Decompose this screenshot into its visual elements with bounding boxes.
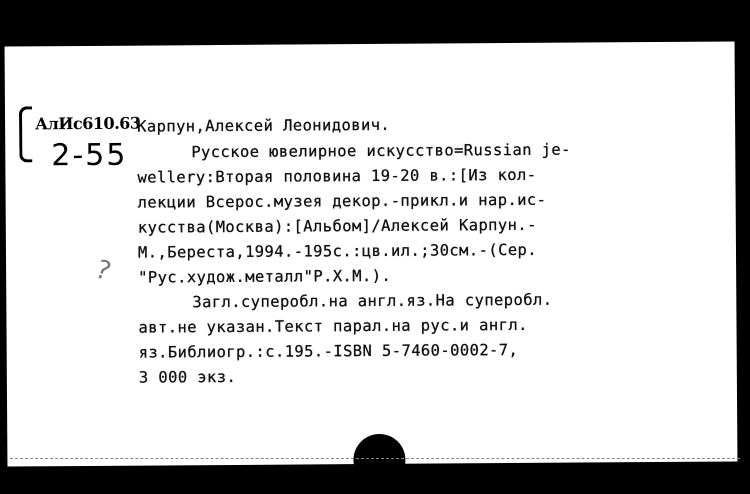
catalog-card [5, 41, 738, 490]
card-note-line: яз.Библиогр.:с.195.-ISBN 5-7460-0002-7, [138, 340, 519, 362]
card-note-line: Загл.суперобл.на англ.яз.На суперобл. [192, 290, 553, 312]
card-text-line: лекции Всерос.музея декор.-прикл.и нар.ис- [137, 190, 547, 212]
card-heading-line: Карпун,Алексей Леонидович. [137, 115, 391, 136]
card-text-line: М.,Береста,1994.-195с.:цв.ил.;30см.-(Сер. [137, 240, 538, 262]
punch-hole [353, 434, 405, 486]
card-note-line: авт.не указан.Текст парал.на рус.и англ. [138, 315, 528, 337]
handwritten-classification-code: АлИс610.63 [35, 113, 141, 134]
handwritten-bracket [19, 106, 32, 162]
pencil-mark: ? [91, 254, 115, 288]
card-bottom-edge [10, 458, 740, 459]
scan-border [0, 0, 750, 44]
card-text-line: Русское ювелирное искусство=Russian je- [191, 140, 571, 162]
card-text-line: "Рус.худож.металл"Р.Х.М.). [138, 266, 392, 287]
handwritten-shelf-mark: 2-55 [51, 137, 128, 174]
card-print-run-line: 3 000 экз. [138, 367, 237, 387]
handwritten-date: 10.VII.97.4 [497, 459, 661, 490]
card-text-line: wellery:Вторая половина 19-20 в.:[Из кол- [137, 165, 537, 187]
card-text-line: кусства(Москва):[Альбом]/Алексей Карпун.- [137, 215, 537, 237]
